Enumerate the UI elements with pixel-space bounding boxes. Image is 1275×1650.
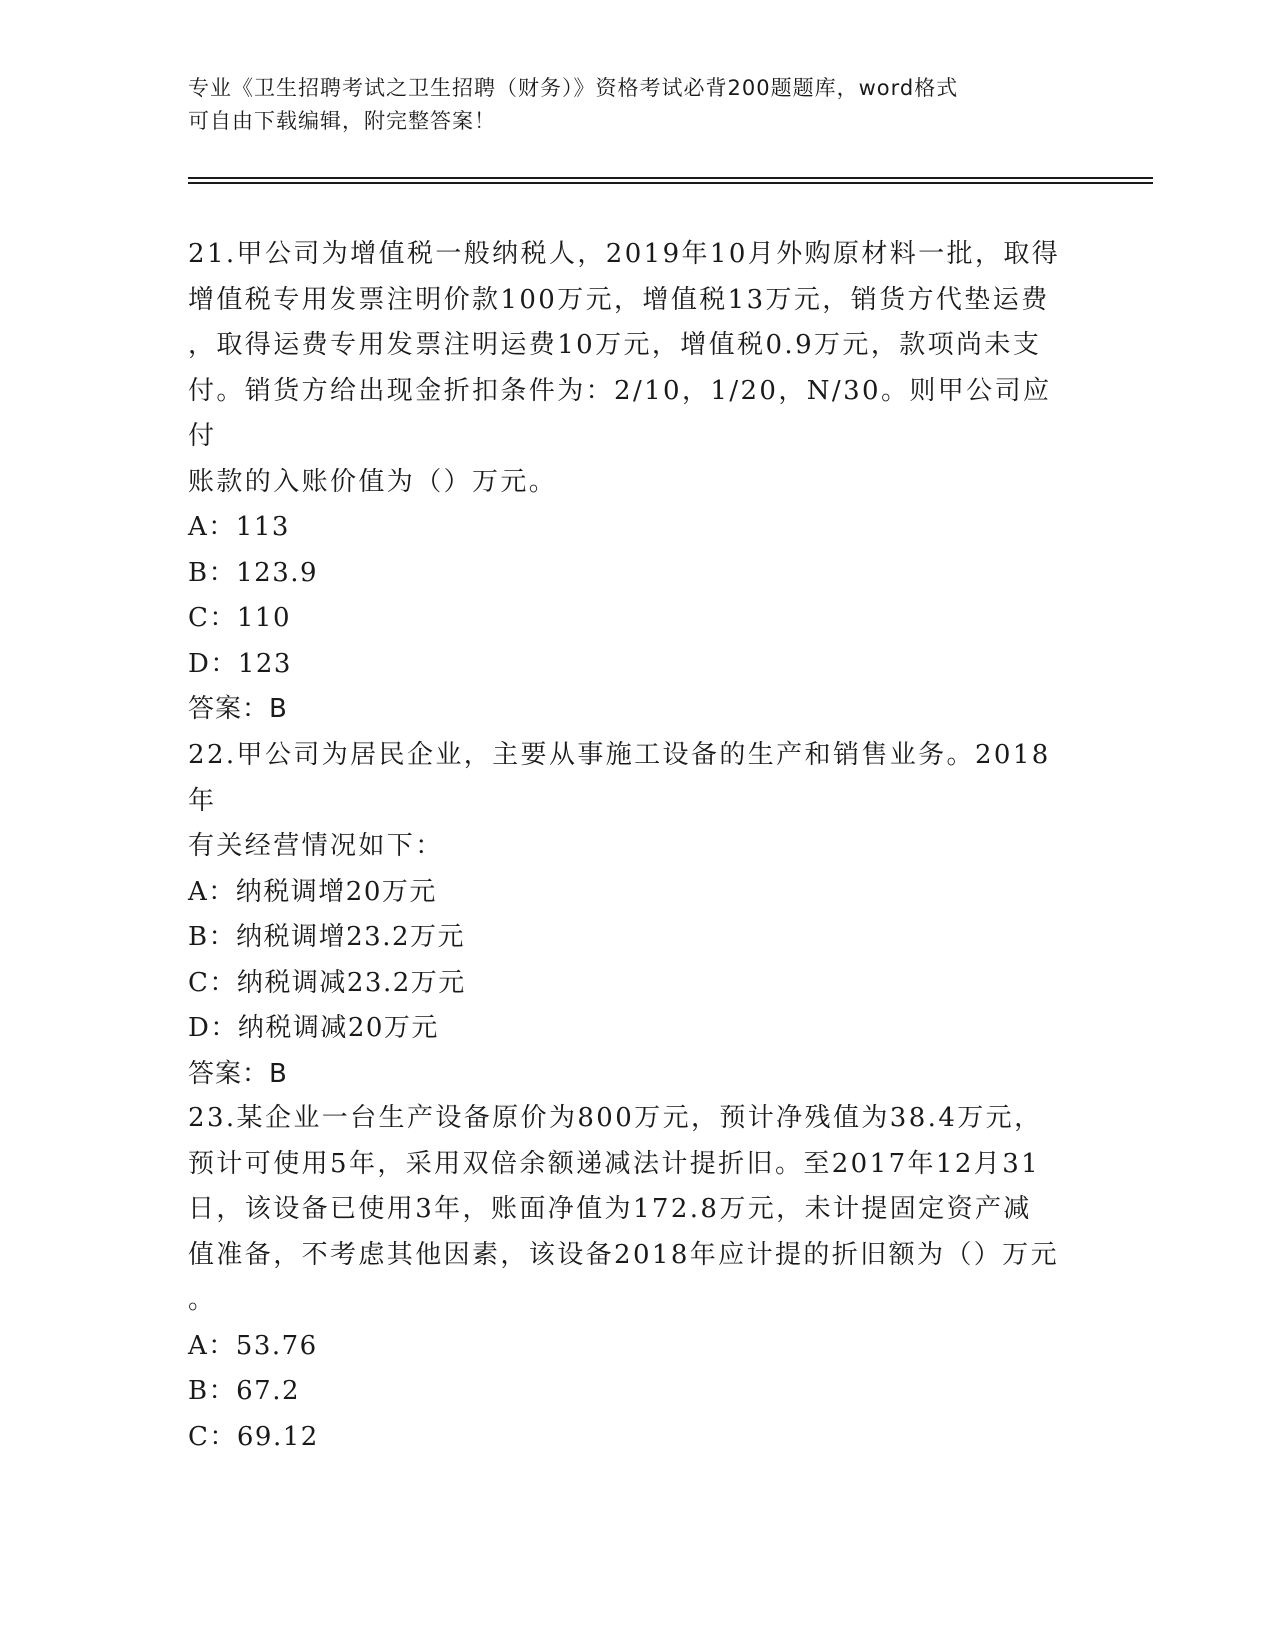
question-text-line: 增值税专用发票注明价款100万元，增值税13万元，销货方代垫运费 bbox=[188, 284, 1050, 315]
question-23 bbox=[188, 1096, 1078, 1460]
header-divider-bottom bbox=[188, 182, 1153, 184]
answer-label: 答案：B bbox=[188, 1058, 288, 1089]
option-d: D：纳税调减20万元 bbox=[188, 1013, 439, 1043]
question-text-line: 账款的入账价值为（）万元。 bbox=[188, 466, 558, 497]
question-text-line: 付。销货方给出现金折扣条件为：2/10，1/20，N/30。则甲公司应付 bbox=[188, 375, 1052, 451]
document-header bbox=[188, 72, 1088, 138]
question-text-line: 值准备，不考虑其他因素，该设备2018年应计提的折旧额为（）万元 bbox=[188, 1239, 1059, 1270]
option-b: B：123.9 bbox=[188, 557, 319, 588]
answer-label: 答案：B bbox=[188, 694, 288, 724]
option-a: A：53.76 bbox=[188, 1330, 318, 1361]
question-22 bbox=[188, 733, 1078, 1097]
option-c: C：69.12 bbox=[188, 1421, 319, 1452]
question-21 bbox=[188, 232, 1078, 733]
question-text-line: 日，该设备已使用3年，账面净值为172.8万元，未计提固定资产减 bbox=[188, 1194, 1032, 1224]
option-d: D：123 bbox=[188, 648, 292, 679]
question-text-line: ，取得运费专用发票注明运费10万元，增值税0.9万元，款项尚未支 bbox=[188, 330, 1042, 360]
question-text-line: 23.某企业一台生产设备原价为800万元，预计净残值为38.4万元， bbox=[188, 1103, 1043, 1133]
header-divider-top bbox=[188, 177, 1153, 179]
option-b: B：纳税调增23.2万元 bbox=[188, 922, 465, 952]
question-text-line: 22.甲公司为居民企业，主要从事施工设备的生产和销售业务。2018年 bbox=[188, 740, 1051, 816]
header-line-1: 专业《卫生招聘考试之卫生招聘（财务）》资格考试必背200题题库，word格式 bbox=[188, 76, 959, 100]
question-text-line: 预计可使用5年，采用双倍余额递减法计提折旧。至2017年12月31 bbox=[188, 1148, 1041, 1179]
option-c: C：纳税调减23.2万元 bbox=[188, 967, 466, 998]
option-a: A：纳税调增20万元 bbox=[188, 876, 437, 907]
option-a: A：113 bbox=[188, 512, 290, 542]
option-b: B：67.2 bbox=[188, 1376, 300, 1406]
question-text-line: 有关经营情况如下： bbox=[188, 831, 444, 861]
header-line-2: 可自由下载编辑，附完整答案！ bbox=[188, 109, 496, 133]
question-text-line: 。 bbox=[188, 1285, 217, 1315]
option-c: C：110 bbox=[188, 603, 292, 633]
question-text-line: 21.甲公司为增值税一般纳税人，2019年10月外购原材料一批，取得 bbox=[188, 239, 1061, 269]
